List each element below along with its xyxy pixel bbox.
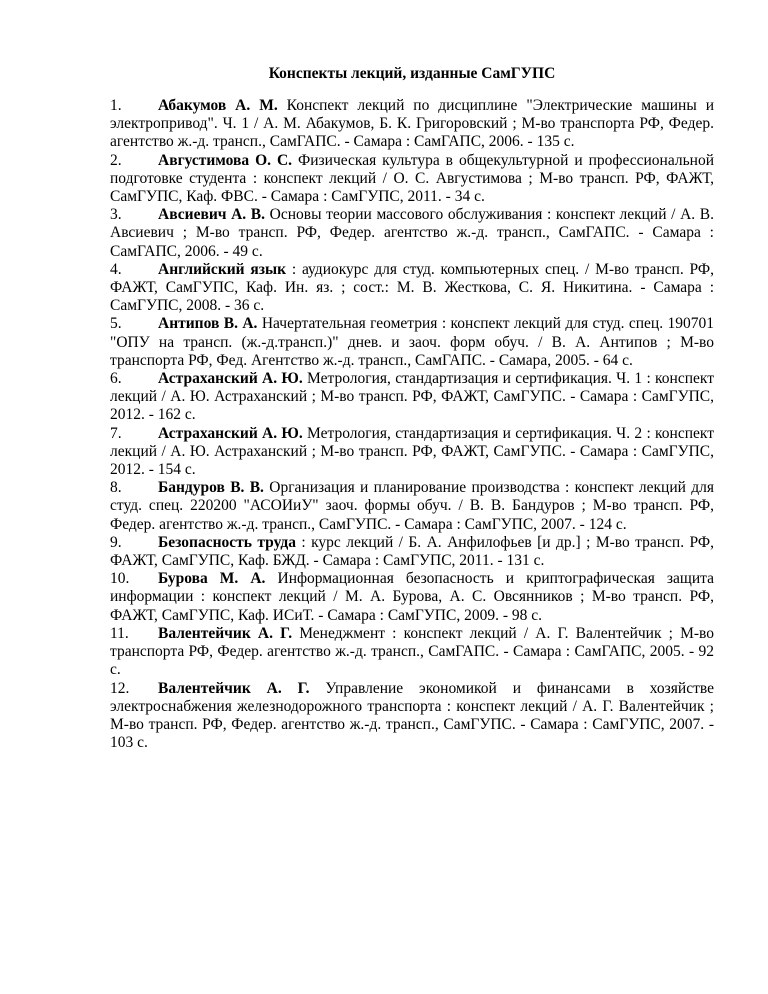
entry-text: Основы теории массового обслуживания : конспект лекций / А. В. Авсиевич ; М-во трансп. РФ, Федер. агентство ж.-д. трансп., СамГАПС. - Самара : СамГАПС, 2006. - 49 с.	[110, 206, 714, 260]
entry-author: Астраханский А. Ю.	[158, 424, 303, 442]
list-item	[110, 570, 714, 625]
entry-text: Метрология, стандартизация и сертификация. Ч. 1 : конспект лекций / А. Ю. Астраханский ; М-во трансп. РФ, ФАЖТ, СамГУПС. - Самара : СамГУПС, 2012. - 162 с.	[110, 370, 715, 424]
entry-text: Управление экономикой и финансами в хозяйстве электроснабжения железнодорожного транспорта : конспект лекций / А. Г. Валентейчик ; М-во трансп. РФ, Федер. агентство ж.-д. трансп., СамГУПС. - Самара : СамГУПС, 2007. - 103 с.	[110, 679, 714, 752]
document-page	[110, 64, 714, 752]
entry-number: 3.	[110, 206, 122, 224]
entry-number: 11.	[110, 624, 129, 642]
list-item	[110, 206, 714, 261]
entry-number: 6.	[110, 370, 122, 388]
list-item	[110, 479, 714, 534]
entry-author: Абакумов А. М.	[158, 97, 278, 114]
list-item	[110, 425, 714, 480]
entry-text: : аудиокурс для студ. компьютерных спец. / М-во трансп. РФ, ФАЖТ, СамГУПС, Каф. Ин. яз. ; сост.: М. В. Жесткова, С. Я. Никитина. - Самара : СамГУПС, 2008. - 36 с.	[110, 260, 714, 315]
entry-number: 5.	[110, 315, 122, 333]
entry-author: Валентейчик А. Г.	[158, 624, 293, 642]
entry-text: : курс лекций / Б. А. Анфилофьев [и др.] ; М-во трансп. РФ, ФАЖТ, СамГУПС, Каф. БЖД. - Самара : СамГУПС, 2011. - 131 с.	[110, 533, 714, 570]
entry-author: Антипов В. А.	[158, 315, 258, 333]
list-item	[110, 534, 714, 570]
entry-number: 9.	[110, 533, 122, 551]
entry-number: 10.	[110, 570, 130, 588]
entry-text: Менеджмент : конспект лекций / А. Г. Валентейчик ; М-во транспорта РФ, Федер. агентство ж.-д. трансп., СамГАПС. - Самара : СамГАПС, 2005. - 92 с.	[110, 624, 714, 679]
entry-text: Конспект лекций по дисциплине "Электрические машины и электропривод". Ч. 1 / А. М. Абакумов, Б. К. Григоровский ; М-во транспорта РФ, Федер. агентство ж.-д. трансп., СамГАПС. - Самара : СамГАПС, 2006. - 135 с.	[110, 97, 714, 151]
entry-author: Авсиевич А. В.	[158, 206, 266, 224]
list-item	[110, 370, 714, 425]
entry-text: Организация и планирование производства : конспект лекций для студ. спец. 220200 "АСОИиУ" заоч. формы обуч. / В. В. Бандуров ; М-во трансп. РФ, Федер. агентство ж.-д. трансп., СамГУПС. - Самара : СамГУПС, 2007. - 124 с.	[110, 479, 714, 533]
list-item	[110, 680, 714, 753]
entry-number: 12.	[110, 679, 130, 697]
entry-number: 2.	[110, 151, 122, 169]
document-title: Конспекты лекций, изданные СамГУПС	[268, 65, 556, 82]
entry-author: Валентейчик А. Г.	[158, 679, 310, 697]
list-item	[110, 261, 714, 316]
entry-list	[110, 97, 714, 752]
entry-number: 1.	[110, 97, 122, 114]
entry-author: Августимова О. С.	[158, 151, 293, 169]
entry-author: Астраханский А. Ю.	[158, 370, 303, 388]
entry-number: 7.	[110, 424, 122, 442]
entry-text: Информационная безопасность и криптографическая защита информации : конспект лекций / М. А. Бурова, А. С. Овсянников ; М-во трансп. РФ, ФАЖТ, СамГУПС, Каф. ИСиТ. - Самара : СамГУПС, 2009. - 98 с.	[110, 570, 714, 624]
entry-number: 8.	[110, 479, 122, 497]
entry-text: Физическая культура в общекультурной и профессиональной подготовке студента : конспект лекций / О. С. Августимова ; М-во трансп. РФ, ФАЖТ, СамГУПС, Каф. ФВС. - Самара : СамГУПС, 2011. - 34 с.	[110, 151, 714, 206]
list-item	[110, 315, 714, 370]
list-item	[110, 152, 714, 207]
entry-text: Начертательная геометрия : конспект лекций для студ. спец. 190701 "ОПУ на трансп. (ж.-д.трансп.)" днев. и заоч. форм обуч. / В. А. Антипов ; М-во транспорта РФ, Фед. Агентство ж.-д. трансп., СамГАПС. - Самара, 2005. - 64 с.	[110, 315, 714, 369]
entry-author: Бандуров В. В.	[158, 479, 264, 497]
entry-author: Бурова М. А.	[158, 570, 266, 588]
entry-text: Метрология, стандартизация и сертификация. Ч. 2 : конспект лекций / А. Ю. Астраханский ; М-во трансп. РФ, ФАЖТ, СамГУПС. - Самара : СамГУПС, 2012. - 154 с.	[110, 424, 715, 479]
list-item	[110, 97, 714, 152]
entry-author: Английский язык	[158, 260, 287, 278]
list-item	[110, 625, 714, 680]
entry-author: Безопасность труда	[158, 533, 296, 551]
entry-number: 4.	[110, 260, 122, 278]
